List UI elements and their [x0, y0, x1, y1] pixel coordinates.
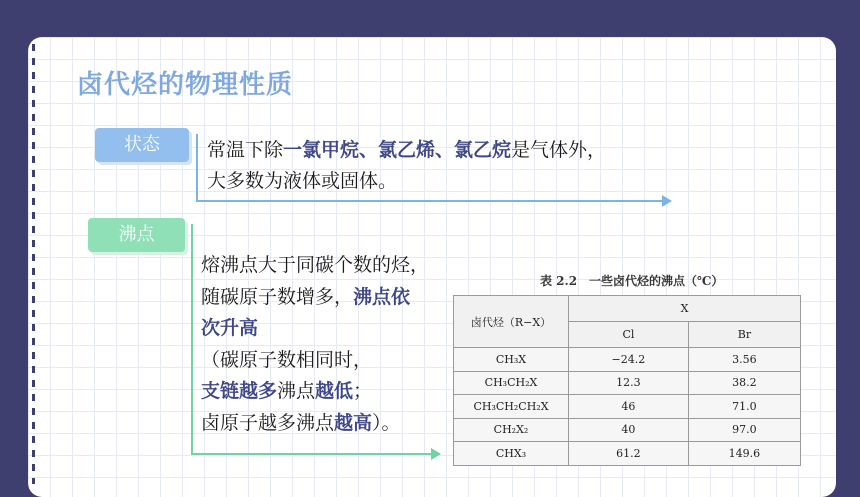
boiling-line-2: 随碳原子数增多，沸点依 [201, 285, 411, 308]
state-connector-horizontal [196, 200, 664, 202]
br-value: 71.0 [688, 395, 800, 419]
br-value: 3.56 [688, 348, 800, 372]
compound-cell: CHX₃ [454, 442, 569, 466]
state-line-1: 常温下除一氯甲烷、氯乙烯、氯乙烷是气体外， [207, 139, 607, 161]
state-line-2: 大多数为液体或固体。 [207, 170, 398, 192]
table-row [454, 418, 801, 442]
compound-cell: CH₂X₂ [454, 418, 569, 442]
page-title: 卤代烃的物理性质 [77, 70, 294, 100]
cl-value: −24.2 [569, 348, 689, 372]
table-row [454, 442, 801, 466]
boiling-connector-vertical [191, 224, 193, 455]
compound-cell: CH₃X [454, 348, 569, 372]
compound-cell: CH₃CH₂CH₂X [454, 395, 569, 419]
table-header-cl: Cl [569, 322, 689, 348]
state-description [207, 135, 677, 197]
boiling-line-1: 熔沸点大于同碳个数的烃， [201, 254, 430, 276]
cl-value: 40 [569, 418, 689, 442]
boiling-line-6: 卤原子越多沸点越高）。 [201, 411, 401, 434]
table-header-x: X [569, 296, 801, 322]
state-connector-vertical [196, 134, 198, 202]
cl-value: 46 [569, 395, 689, 419]
table-header-compound: 卤代烃（R−X） [454, 296, 569, 348]
br-value: 97.0 [688, 418, 800, 442]
state-tag: 状态 [95, 128, 189, 162]
boiling-line-4: （碳原子数相同时， [201, 348, 373, 371]
boiling-description [201, 250, 451, 439]
boiling-line-3: 次升高 [201, 317, 259, 339]
boiling-point-table [453, 295, 801, 466]
boiling-arrow-icon [431, 448, 441, 460]
br-value: 149.6 [688, 442, 800, 466]
boiling-connector-horizontal [191, 453, 433, 455]
cl-value: 12.3 [569, 371, 689, 395]
table-header-br: Br [688, 322, 800, 348]
state-highlight: 一氯甲烷、氯乙烯、氯乙烷 [283, 139, 512, 161]
table-row [454, 371, 801, 395]
table-caption: 表 2.2 一些卤代烃的沸点（℃） [540, 274, 724, 288]
table-row [454, 395, 801, 419]
br-value: 38.2 [688, 371, 800, 395]
boiling-line-5: 支链越多沸点越低； [201, 380, 373, 402]
boiling-point-tag: 沸点 [88, 218, 185, 252]
notebook-binding [32, 44, 35, 484]
cl-value: 61.2 [569, 442, 689, 466]
compound-cell: CH₃CH₂X [454, 371, 569, 395]
table-row [454, 348, 801, 372]
